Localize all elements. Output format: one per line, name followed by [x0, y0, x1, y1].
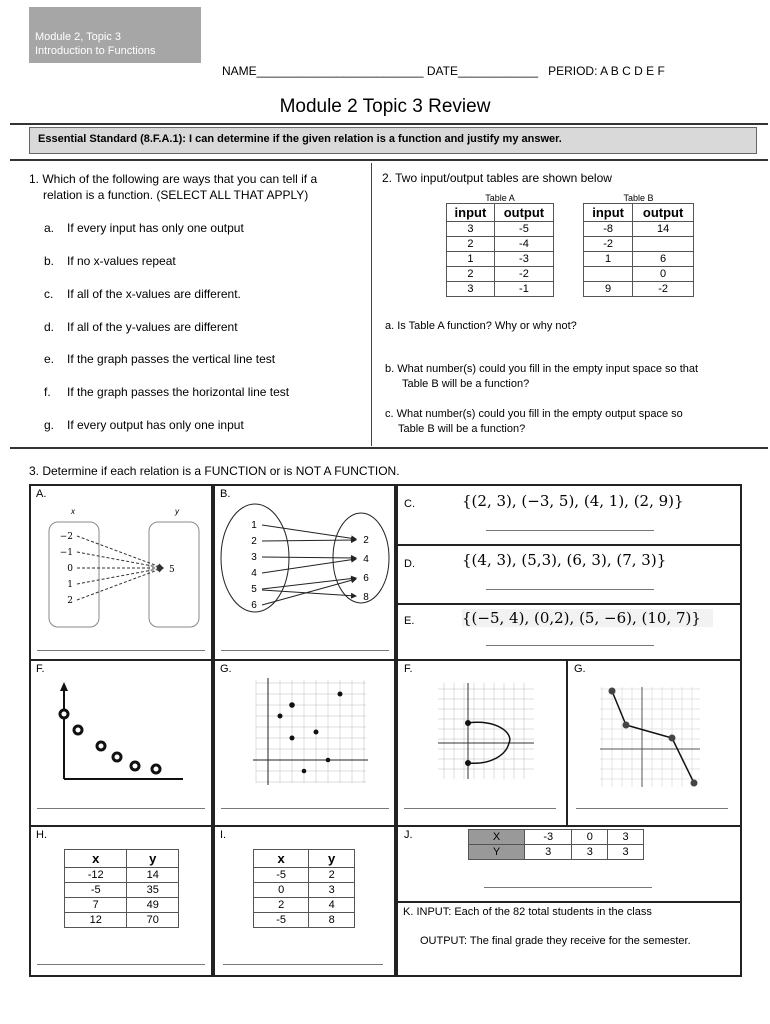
table-b-caption: Table B — [623, 193, 654, 203]
scatter-graph-g — [251, 675, 371, 787]
table-h: x y -12 14 -5 35 7 49 12 70 — [64, 849, 179, 928]
svg-text:2: 2 — [67, 596, 73, 606]
mapping-diagram-a — [37, 502, 207, 632]
k-input: K. INPUT: Each of the 82 total students in the class — [403, 906, 652, 918]
panel-j-label: J. — [404, 829, 413, 841]
panel-i — [213, 825, 396, 977]
q1-option-c[interactable]: c. If all of the x-values are different. — [44, 287, 241, 301]
q1-option-b[interactable]: b. If no x-values repeat — [44, 254, 176, 268]
panel-f-label: F. — [36, 663, 45, 675]
x-label: x — [71, 507, 75, 516]
q1-prompt-line2: relation is a function. (SELECT ALL THAT APPLY) — [43, 188, 309, 202]
panel-f2 — [396, 659, 568, 827]
name-field: NAME_________________________ — [222, 64, 424, 78]
panel-h — [29, 825, 213, 977]
svg-text:5: 5 — [169, 565, 175, 575]
table-b-cell: -2 — [584, 237, 633, 252]
svg-text:6: 6 — [251, 600, 257, 611]
answer-blank[interactable] — [221, 650, 389, 651]
svg-text:−2: −2 — [59, 532, 73, 542]
table-a-cell: 2 — [447, 267, 495, 282]
table-b-cell — [584, 267, 633, 282]
table-i: x y -5 2 0 3 2 4 -5 8 — [253, 849, 355, 928]
set-e: {(−5, 4), (0,2), (5, −6), (10, 7)} — [462, 609, 713, 627]
answer-blank[interactable] — [37, 808, 205, 809]
panel-e — [396, 603, 742, 661]
q2-part-b: b. What number(s) could you fill in the empty input space so that Table B will be a function? — [385, 363, 699, 390]
q1-option-a[interactable]: a. If every input has only one output — [44, 221, 244, 235]
table-b-header: input — [584, 204, 633, 222]
table-a-cell: 1 — [447, 252, 495, 267]
table-b-cell: -2 — [633, 282, 694, 297]
svg-text:8: 8 — [363, 592, 369, 603]
essential-standard: Essential Standard (8.F.A.1): I can determine if the given relation is a function and justify my answer. — [29, 127, 757, 154]
svg-text:0: 0 — [67, 564, 73, 574]
q3-prompt: 3. Determine if each relation is a FUNCTION or is NOT A FUNCTION. — [29, 464, 400, 478]
answer-blank[interactable] — [37, 964, 205, 965]
svg-text:2: 2 — [363, 535, 369, 546]
table-a-cell: -5 — [494, 222, 553, 237]
q2-part-a: a. Is Table A function? Why or why not? — [385, 320, 577, 332]
svg-text:−1: −1 — [59, 548, 73, 558]
q1-option-d[interactable]: d. If all of the y-values are different — [44, 320, 238, 334]
svg-text:5: 5 — [251, 584, 257, 595]
table-b-cell: 0 — [633, 267, 694, 282]
answer-blank[interactable] — [221, 808, 389, 809]
table-b-cell — [633, 237, 694, 252]
answer-blank[interactable] — [404, 808, 556, 809]
svg-text:3: 3 — [251, 552, 257, 563]
answer-blank[interactable] — [486, 530, 654, 531]
panel-g2 — [566, 659, 742, 827]
header-fields — [222, 64, 665, 78]
y-label: y — [175, 507, 179, 516]
q1-option-f[interactable]: f. If the graph passes the horizontal line test — [44, 385, 290, 399]
divider — [10, 447, 768, 449]
answer-blank[interactable] — [484, 887, 652, 888]
table-a — [446, 193, 554, 297]
curve-graph-f — [436, 681, 536, 781]
mapping-diagram-b — [218, 502, 394, 617]
table-j: X -3 0 3 Y 3 3 3 — [468, 829, 644, 860]
table-b-cell: 9 — [584, 282, 633, 297]
divider — [10, 123, 768, 125]
panel-j — [396, 825, 742, 903]
table-a-header: output — [494, 204, 553, 222]
table-a-cell: 3 — [447, 282, 495, 297]
panel-h-label: H. — [36, 829, 47, 841]
q1-options — [44, 221, 289, 451]
panel-b — [213, 484, 396, 661]
q1-prompt-line1: 1. Which of the following are ways that you can tell if a — [29, 172, 318, 186]
panel-c-label: C. — [404, 498, 415, 510]
table-a-cell: -4 — [494, 237, 553, 252]
panel-c — [396, 484, 742, 546]
q2-part-c: c. What number(s) could you fill in the empty output space so Table B will be a function? — [385, 408, 683, 435]
panel-f2-label: F. — [404, 663, 413, 675]
panel-a-label: A. — [36, 488, 47, 500]
set-d: {(4, 3), (5,3), (6, 3), (7, 3)} — [462, 551, 667, 569]
panel-a — [29, 484, 213, 661]
panel-f — [29, 659, 213, 827]
period-field: PERIOD: A B C D E F — [548, 64, 665, 78]
module-tag — [29, 7, 201, 63]
answer-blank[interactable] — [223, 964, 383, 965]
panel-d-label: D. — [404, 558, 415, 570]
divider — [10, 159, 768, 161]
panel-d — [396, 544, 742, 605]
table-b-header: output — [633, 204, 694, 222]
module-tag-line2: Introduction to Functions — [35, 45, 156, 57]
svg-text:1: 1 — [251, 520, 257, 531]
svg-text:4: 4 — [363, 554, 369, 565]
table-b-cell: 14 — [633, 222, 694, 237]
panel-g2-label: G. — [574, 663, 586, 675]
q1-option-g[interactable]: g. If every output has only one input — [44, 418, 244, 432]
svg-text:6: 6 — [363, 573, 369, 584]
page-title: Module 2 Topic 3 Review — [279, 96, 491, 117]
panel-g — [213, 659, 396, 827]
svg-text:1: 1 — [67, 580, 73, 590]
panel-e-label: E. — [404, 615, 415, 627]
q1-prompt — [29, 171, 369, 203]
panel-k — [396, 901, 742, 977]
panel-g-label: G. — [220, 663, 232, 675]
k-output: OUTPUT: The final grade they receive for the semester. — [420, 935, 691, 947]
scatter-graph-f — [51, 679, 186, 784]
line-graph-g — [598, 685, 702, 789]
svg-text:4: 4 — [251, 568, 257, 579]
table-a-cell: 3 — [447, 222, 495, 237]
answer-blank[interactable] — [37, 650, 205, 651]
set-c: {(2, 3), (−3, 5), (4, 1), (2, 9)} — [462, 492, 684, 510]
table-a-cell: 2 — [447, 237, 495, 252]
table-a-header: input — [447, 204, 495, 222]
table-a-cell: -2 — [494, 267, 553, 282]
panel-b-label: B. — [220, 488, 231, 500]
module-tag-line1: Module 2, Topic 3 — [35, 31, 122, 43]
panel-i-label: I. — [220, 829, 227, 841]
table-a-cell: -3 — [494, 252, 553, 267]
q1-option-e[interactable]: e. If the graph passes the vertical line test — [44, 352, 276, 366]
answer-blank[interactable] — [486, 645, 654, 646]
table-b-cell: 1 — [584, 252, 633, 267]
table-a-caption: Table A — [485, 193, 515, 203]
table-b — [583, 193, 694, 297]
answer-blank[interactable] — [576, 808, 728, 809]
answer-blank[interactable] — [486, 589, 654, 590]
date-field: DATE____________ — [426, 64, 539, 78]
svg-text:2: 2 — [251, 536, 257, 547]
q2-prompt: 2. Two input/output tables are shown below — [382, 171, 612, 185]
table-a-cell: -1 — [494, 282, 553, 297]
table-b-cell: -8 — [584, 222, 633, 237]
table-b-cell: 6 — [633, 252, 694, 267]
divider — [371, 163, 372, 446]
